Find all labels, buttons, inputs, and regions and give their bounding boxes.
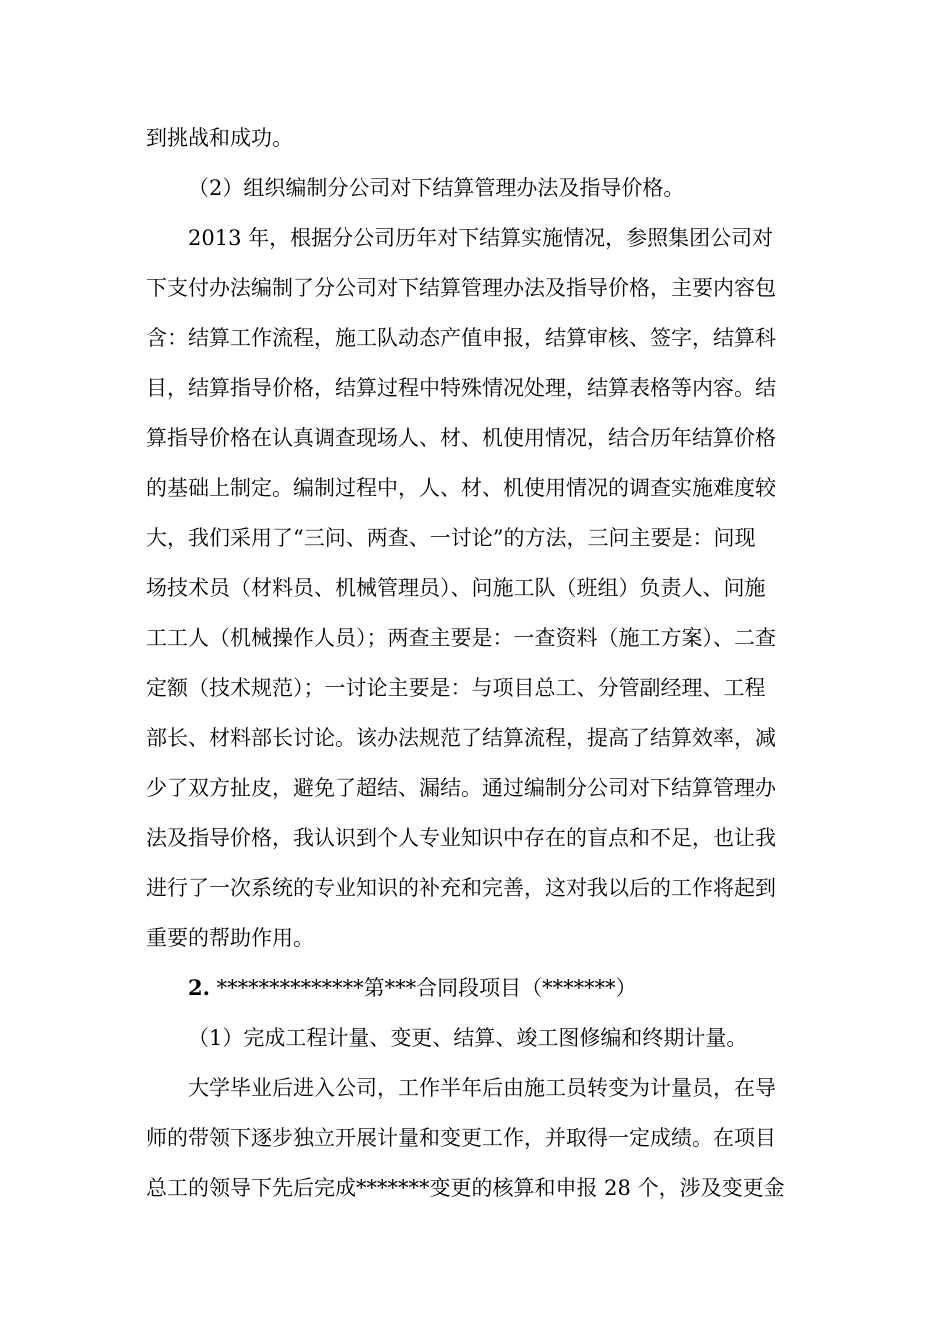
section-heading [146,963,806,1013]
paragraph-line: 含：结算工作流程，施工队动态产值申报，结算审核、签字，结算科 [146,326,776,350]
paragraph-line: 大，我们采用了“三问、两查、一讨论”的方法，三问主要是：问现 [146,526,756,550]
section-title: **************第***合同段项目（*******） [216,976,637,1000]
paragraph-line: 到挑战和成功。 [146,126,293,150]
subsection-heading: （1）完成工程计量、变更、结算、竣工图修编和终期计量。 [188,1026,748,1050]
paragraph-line: 部长、材料部长讨论。该办法规范了结算流程，提高了结算效率，减 [146,726,776,750]
paragraph-line: 师的带领下逐步独立开展计量和变更工作，并取得一定成绩。在项目 [146,1126,776,1150]
subsection-heading: （2）组织编制分公司对下结算管理办法及指导价格。 [188,176,685,200]
paragraph-line: 2013 年，根据分公司历年对下结算实施情况，参照集团公司对 [188,226,774,250]
paragraph-line: 进行了一次系统的专业知识的补充和完善，这对我以后的工作将起到 [146,876,776,900]
paragraph-line: 的基础上制定。编制过程中，人、材、机使用情况的调查实施难度较 [146,476,776,500]
section-number: 2. [188,975,210,1000]
paragraph-line: 工工人（机械操作人员）；两查主要是：一查资料（施工方案）、二查 [146,626,776,650]
paragraph-line: 目，结算指导价格，结算过程中特殊情况处理，结算表格等内容。结 [146,376,776,400]
paragraph-line: 少了双方扯皮，避免了超结、漏结。通过编制分公司对下结算管理办 [146,776,776,800]
paragraph-line: 算指导价格在认真调查现场人、材、机使用情况，结合历年结算价格 [146,426,776,450]
paragraph-line: 重要的帮助作用。 [146,926,314,950]
paragraph-line: 定额（技术规范）；一讨论主要是：与项目总工、分管副经理、工程 [146,676,766,700]
paragraph-line: 总工的领导下先后完成*******变更的核算和申报 28 个，涉及变更金 [146,1176,785,1200]
paragraph-line: 下支付办法编制了分公司对下结算管理办法及指导价格，主要内容包 [146,276,776,300]
document-body [146,113,806,1213]
paragraph-line: 大学毕业后进入公司，工作半年后由施工员转变为计量员，在导 [188,1076,776,1100]
paragraph-line: 法及指导价格，我认识到个人专业知识中存在的盲点和不足，也让我 [146,826,776,850]
paragraph-line: 场技术员（材料员、机械管理员）、问施工队（班组）负责人、问施 [146,576,766,600]
